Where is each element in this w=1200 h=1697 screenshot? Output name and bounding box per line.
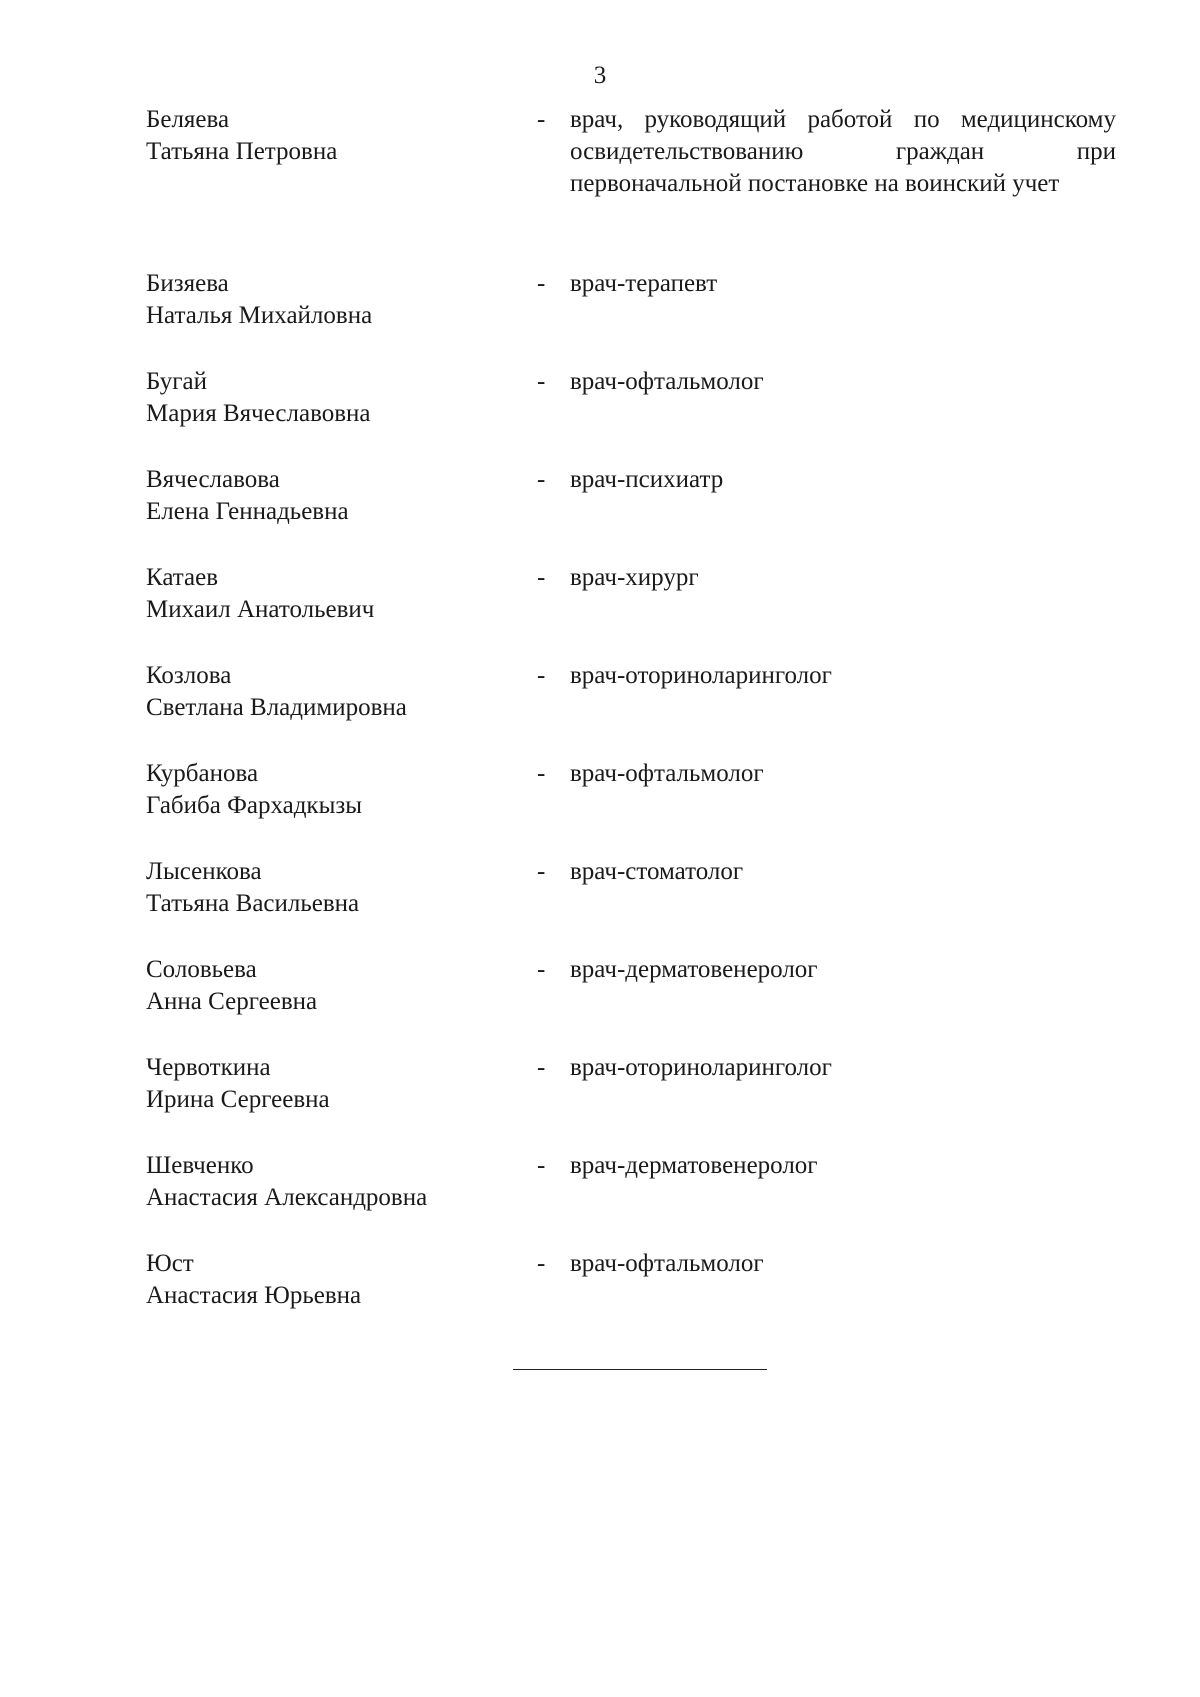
dash-separator: - <box>537 564 546 591</box>
position: врач-офтальмолог <box>570 368 764 395</box>
given-name: Светлана Владимировна <box>146 694 407 721</box>
dash-separator: - <box>537 106 546 133</box>
given-name: Михаил Анатольевич <box>146 596 375 623</box>
person-name <box>146 954 526 1018</box>
surname: Соловьева <box>146 956 257 983</box>
person-name <box>146 856 526 920</box>
dash-separator: - <box>537 466 546 493</box>
position: врач-стоматолог <box>570 858 744 885</box>
person-name <box>146 758 526 822</box>
surname: Бизяева <box>146 270 229 297</box>
position: врач-оториноларинголог <box>570 662 832 689</box>
surname: Шевченко <box>146 1152 254 1179</box>
surname: Червоткина <box>146 1054 271 1081</box>
dash-separator: - <box>537 858 546 885</box>
page-number: 3 <box>593 62 607 89</box>
person-name <box>146 1150 526 1214</box>
given-name: Ирина Сергеевна <box>146 1086 330 1113</box>
position: врач-психиатр <box>570 466 724 493</box>
dash-separator: - <box>537 270 546 297</box>
surname: Юст <box>146 1250 194 1277</box>
given-name: Анастасия Юрьевна <box>146 1282 362 1309</box>
position: врач-офтальмолог <box>570 1250 764 1277</box>
dash-separator: - <box>537 1152 546 1179</box>
given-name: Анастасия Александровна <box>146 1184 428 1211</box>
given-name: Мария Вячеславовна <box>146 400 371 427</box>
surname: Курбанова <box>146 760 259 787</box>
person-name <box>146 1248 526 1312</box>
surname: Лысенкова <box>146 858 262 885</box>
person-name <box>146 366 526 430</box>
surname: Бугай <box>146 368 207 395</box>
surname: Катаев <box>146 564 219 591</box>
dash-separator: - <box>537 956 546 983</box>
surname: Вячеславова <box>146 466 280 493</box>
person-name <box>146 104 526 168</box>
position: врач-терапевт <box>570 270 718 297</box>
position: врач-хирург <box>570 564 699 591</box>
surname: Беляева <box>146 106 230 133</box>
surname: Козлова <box>146 662 232 689</box>
person-name <box>146 1052 526 1116</box>
person-name <box>146 660 526 724</box>
position: врач-дерматовенеролог <box>570 1152 818 1179</box>
dash-separator: - <box>537 368 546 395</box>
position: врач-оториноларинголог <box>570 1054 832 1081</box>
given-name: Наталья Михайловна <box>146 302 373 329</box>
given-name: Анна Сергеевна <box>146 988 318 1015</box>
dash-separator: - <box>537 662 546 689</box>
dash-separator: - <box>537 760 546 787</box>
dash-separator: - <box>537 1250 546 1277</box>
dash-separator: - <box>537 1054 546 1081</box>
position: врач, руководящий работой по медицинскому освидетельствованию граждан при первоначальной постановке на воинский учет <box>570 106 1116 197</box>
given-name: Елена Геннадьевна <box>146 498 349 525</box>
end-divider <box>513 1369 767 1370</box>
position: врач-дерматовенеролог <box>570 956 818 983</box>
person-name <box>146 464 526 528</box>
person-name <box>146 562 526 626</box>
person-name <box>146 268 526 332</box>
given-name: Татьяна Васильевна <box>146 890 360 917</box>
position: врач-офтальмолог <box>570 760 764 787</box>
given-name: Татьяна Петровна <box>146 138 338 165</box>
given-name: Габиба Фархадкызы <box>146 792 363 819</box>
